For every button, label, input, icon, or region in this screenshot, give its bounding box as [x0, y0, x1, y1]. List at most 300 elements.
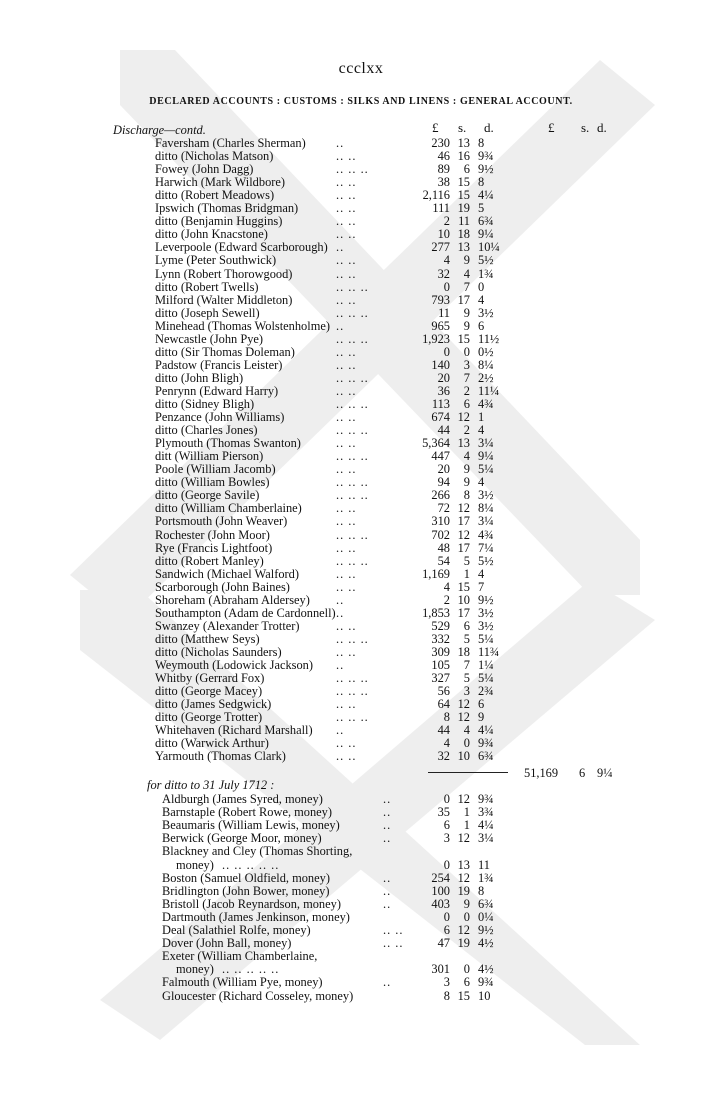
ledger-row: [0, 372, 722, 385]
entry-pounds: 403: [431, 896, 450, 911]
ledger-row: [0, 581, 722, 594]
entry-pence: 9½: [478, 592, 494, 607]
entry-label: Bristoll (Jacob Reynardson, money): [162, 896, 341, 911]
ledger-row: [0, 333, 722, 346]
entry-shillings: 9: [463, 253, 470, 268]
leader-dots: .. .. .. .. ..: [222, 857, 280, 872]
entry-label: Sandwich (Michael Walford): [155, 566, 299, 581]
leader-dots: .. ..: [383, 923, 404, 937]
leader-dots: .. .. ..: [336, 370, 369, 385]
entry-shillings: 12: [457, 831, 470, 846]
entry-label: ditto (John Knacstone): [155, 227, 268, 242]
entry-pence: 1¾: [478, 870, 494, 885]
leader-dots: .. .. ..: [336, 449, 369, 464]
entry-shillings: 12: [457, 923, 470, 937]
ledger-row: [0, 819, 722, 832]
ledger-row: [0, 845, 722, 858]
entry-label: ditto (Robert Twells): [155, 279, 259, 294]
entry-pence: 7¼: [478, 540, 494, 555]
ledger-row: [0, 463, 722, 476]
entry-label: Penzance (John Williams): [155, 410, 285, 425]
entry-label: Shoreham (Abraham Aldersey): [155, 592, 310, 607]
entry-label: ditt (William Pierson): [155, 449, 264, 464]
leader-dots: .. ..: [336, 501, 357, 516]
entry-pence: 3½: [478, 305, 494, 320]
entry-shillings: 5: [463, 631, 470, 646]
entry-shillings: 1: [463, 566, 470, 581]
entry-shillings: 9: [463, 896, 470, 911]
entry-shillings: 13: [457, 436, 470, 451]
entry-pence: 9¼: [478, 227, 494, 242]
col-head-shillings: s.: [458, 120, 467, 135]
ledger-row: [0, 793, 722, 806]
ledger-row: [0, 137, 722, 150]
entry-label: Minehead (Thomas Wolstenholme): [155, 318, 330, 333]
entry-pence: 10¼: [478, 240, 500, 255]
entry-pounds: 105: [431, 658, 450, 672]
entry-pounds: 0: [443, 857, 450, 872]
entry-shillings: 6: [463, 162, 470, 177]
ledger-row: [0, 859, 722, 872]
ledger-row: [0, 724, 722, 737]
entry-pounds: 2,116: [422, 188, 450, 203]
leader-dots: .. ..: [336, 514, 357, 529]
entry-pounds: 89: [437, 162, 450, 177]
entry-shillings: 3: [463, 357, 470, 372]
leader-dots: .. ..: [336, 201, 357, 216]
entry-pence: 10: [478, 988, 491, 1003]
entry-pence: 8: [478, 883, 485, 898]
ledger-row: [0, 633, 722, 646]
entry-label: ditto (George Macey): [155, 684, 263, 699]
entry-pounds: 4: [443, 736, 450, 751]
ledger-row: [0, 241, 722, 254]
entry-pounds: 11: [438, 305, 450, 320]
entry-pounds: 113: [431, 397, 450, 411]
entry-shillings: 6: [463, 975, 470, 990]
entry-label: ditto (George Savile): [155, 488, 260, 503]
leader-dots: ..: [336, 592, 345, 607]
ledger-row: [0, 529, 722, 542]
entry-label: ditto (Warwick Arthur): [155, 736, 269, 751]
entry-pounds: 64: [437, 697, 450, 712]
entry-shillings: 15: [457, 175, 470, 190]
entry-label: Berwick (George Moor, money): [162, 831, 322, 846]
ledger-row: [0, 750, 722, 763]
entry-pence: 5¼: [478, 462, 494, 477]
entry-label: Blackney and Cley (Thomas Shorting,: [162, 844, 353, 859]
entry-shillings: 12: [457, 870, 470, 885]
entry-pence: 11¾: [478, 644, 500, 659]
ledger-row: [0, 607, 722, 620]
entry-shillings: 17: [457, 540, 470, 555]
entry-pounds: 332: [431, 631, 450, 646]
ledger-row: [0, 411, 722, 424]
entry-pounds: 1,853: [422, 605, 450, 620]
entry-pounds: 140: [431, 357, 450, 372]
entry-shillings: 16: [457, 149, 470, 164]
leader-dots: .. ..: [336, 253, 357, 268]
leader-dots: .. ..: [336, 644, 357, 659]
ledger-row: [0, 659, 722, 672]
ledger-row: [0, 950, 722, 963]
leader-dots: ..: [383, 818, 392, 833]
entry-shillings: 17: [457, 605, 470, 620]
entry-label: Scarborough (John Baines): [155, 579, 290, 594]
leader-dots: ..: [336, 605, 345, 620]
entry-pounds: 327: [431, 671, 450, 686]
entry-label: ditto (Charles Jones): [155, 423, 258, 438]
entry-pounds: 254: [431, 870, 450, 885]
entry-label: Gloucester (Richard Cosseley, money): [162, 988, 354, 1003]
ledger-row: [0, 806, 722, 819]
leader-dots: .. .. ..: [336, 671, 369, 686]
leader-dots: .. ..: [336, 749, 357, 764]
entry-label: Yarmouth (Thomas Clark): [155, 749, 286, 764]
leader-dots: .. .. ..: [336, 279, 369, 294]
entry-pounds: 72: [437, 501, 450, 516]
entry-pounds: 8: [443, 988, 450, 1003]
entry-label: Dartmouth (James Jenkinson, money): [162, 909, 350, 924]
entry-pounds: 2: [443, 214, 450, 229]
entry-shillings: 15: [457, 188, 470, 203]
leader-dots: .. ..: [336, 462, 357, 477]
leader-dots: .. .. ..: [336, 527, 369, 542]
entry-pounds: 793: [431, 292, 450, 307]
entry-label: money): [176, 962, 214, 977]
entry-pounds: 230: [431, 136, 450, 150]
entry-shillings: 13: [457, 136, 470, 150]
entry-shillings: 2: [463, 383, 470, 398]
entry-shillings: 1: [463, 805, 470, 820]
col-head-pounds: £: [432, 120, 439, 135]
entry-pounds: 36: [437, 383, 450, 398]
entry-shillings: 2: [463, 423, 470, 438]
entry-pounds: 10: [437, 227, 450, 242]
entry-pence: 4¾: [478, 527, 494, 542]
ledger-row: [0, 924, 722, 937]
entry-label: ditto (George Trotter): [155, 710, 263, 725]
entry-label: Weymouth (Lodowick Jackson): [155, 658, 313, 672]
leader-dots: .. ..: [336, 227, 357, 242]
entry-pounds: 44: [437, 423, 450, 438]
entry-shillings: 10: [457, 592, 470, 607]
entry-shillings: 17: [457, 514, 470, 529]
entry-shillings: 18: [457, 227, 470, 242]
entry-pence: 5½: [478, 253, 494, 268]
entry-pence: 9¼: [478, 449, 494, 464]
entry-shillings: 12: [457, 410, 470, 425]
entry-label: Portsmouth (John Weaver): [155, 514, 288, 529]
ledger-row: [0, 476, 722, 489]
section2-heading-line: [0, 779, 722, 792]
ledger-row: [0, 963, 722, 976]
entry-shillings: 15: [457, 579, 470, 594]
entry-pounds: 20: [437, 462, 450, 477]
leader-dots: .. .. ..: [336, 423, 369, 438]
entry-pence: 3½: [478, 488, 494, 503]
entry-pence: 5¼: [478, 631, 494, 646]
leader-dots: .. ..: [336, 579, 357, 594]
entry-pence: 8¼: [478, 357, 494, 372]
entry-label: Penrynn (Edward Harry): [155, 383, 279, 398]
entry-label: ditto (John Bligh): [155, 370, 244, 385]
ledger-row: [0, 698, 722, 711]
ledger-row: [0, 515, 722, 528]
leader-dots: .. ..: [336, 292, 357, 307]
entry-shillings: 10: [457, 749, 470, 764]
entry-pounds: 46: [437, 149, 450, 164]
entry-pence: 2½: [478, 370, 494, 385]
ledger-row: [0, 437, 722, 450]
ledger-row: [0, 254, 722, 267]
ledger-row: [0, 228, 722, 241]
entry-pence: 9¾: [478, 792, 494, 806]
entry-pence: 4: [478, 292, 485, 307]
entry-label: ditto (Joseph Sewell): [155, 305, 260, 320]
entry-pence: 11½: [478, 331, 500, 346]
entry-pounds: 100: [431, 883, 450, 898]
entry-pounds: 702: [431, 527, 450, 542]
entry-shillings: 4: [463, 266, 470, 281]
entry-shillings: 8: [463, 488, 470, 503]
entry-pence: 11¼: [478, 383, 500, 398]
entry-pence: 8: [478, 136, 485, 150]
leader-dots: .. ..: [383, 936, 404, 951]
entry-shillings: 0: [463, 736, 470, 751]
entry-shillings: 12: [457, 710, 470, 725]
entry-shillings: 19: [457, 883, 470, 898]
ledger-row: [0, 502, 722, 515]
entry-label: Lyme (Peter Southwick): [155, 253, 277, 268]
entry-pounds: 94: [437, 475, 450, 490]
entry-label: Newcastle (John Pye): [155, 331, 264, 346]
entry-label: Milford (Walter Middleton): [155, 292, 293, 307]
leader-dots: ..: [383, 883, 392, 898]
entry-pounds: 32: [437, 266, 450, 281]
entry-pence: 3¼: [478, 514, 494, 529]
entry-label: Plymouth (Thomas Swanton): [155, 436, 301, 451]
ledger-row: [0, 911, 722, 924]
entry-pounds: 674: [431, 410, 450, 425]
entry-label: Deal (Salathiel Rolfe, money): [162, 923, 311, 937]
entry-shillings: 4: [463, 449, 470, 464]
entry-pence: 8: [478, 175, 485, 190]
entry-pence: 3½: [478, 605, 494, 620]
leader-dots: ..: [336, 240, 345, 255]
entry-pence: 1¼: [478, 658, 494, 672]
entry-pounds: 54: [437, 553, 450, 568]
entry-pence: 4½: [478, 962, 494, 977]
entry-pence: 6: [478, 318, 485, 333]
subtotal-pence: 9¼: [597, 766, 613, 780]
ledger-row: [0, 320, 722, 333]
entry-label: Whitehaven (Richard Marshall): [155, 723, 313, 738]
entry-pence: 4¼: [478, 723, 494, 738]
entry-pounds: 6: [443, 818, 450, 833]
entry-pence: 0: [478, 279, 485, 294]
ledger-row: [0, 872, 722, 885]
leader-dots: ..: [383, 870, 392, 885]
entry-label: Fowey (John Dagg): [155, 162, 254, 177]
entry-pounds: 2: [443, 592, 450, 607]
entry-pence: 9: [478, 710, 485, 725]
entry-shillings: 0: [463, 909, 470, 924]
entry-pounds: 3: [443, 831, 450, 846]
entry-label: ditto (Nicholas Saunders): [155, 644, 282, 659]
ledger-row: [0, 542, 722, 555]
ledger-row: [0, 294, 722, 307]
entry-shillings: 1: [463, 818, 470, 833]
entry-label: Barnstaple (Robert Rowe, money): [162, 805, 332, 820]
entry-pounds: 309: [431, 644, 450, 659]
entry-label: Padstow (Francis Leister): [155, 357, 283, 372]
entry-shillings: 15: [457, 331, 470, 346]
leader-dots: .. .. ..: [336, 684, 369, 699]
entry-pence: 1¾: [478, 266, 494, 281]
ledger-row: [0, 163, 722, 176]
entry-shillings: 3: [463, 684, 470, 699]
entry-label: ditto (Sir Thomas Doleman): [155, 344, 295, 359]
ledger-row: [0, 672, 722, 685]
entry-pounds: 20: [437, 370, 450, 385]
entry-pounds: 56: [437, 684, 450, 699]
entry-label: Boston (Samuel Oldfield, money): [162, 870, 330, 885]
leader-dots: .. ..: [336, 266, 357, 281]
entry-label: Rye (Francis Lightfoot): [155, 540, 273, 555]
entry-pounds: 48: [437, 540, 450, 555]
leader-dots: .. .. ..: [336, 331, 369, 346]
entry-label: ditto (William Chamberlaine): [155, 501, 302, 516]
ledger-row: [0, 620, 722, 633]
entry-pounds: 1,169: [422, 566, 450, 581]
leader-dots: .. .. ..: [336, 397, 369, 411]
entry-pence: 3¼: [478, 436, 494, 451]
leader-dots: ..: [383, 975, 392, 990]
entry-pounds: 4: [443, 253, 450, 268]
entry-pounds: 301: [431, 962, 450, 977]
entry-shillings: 9: [463, 462, 470, 477]
entry-label: Dover (John Ball, money): [162, 936, 292, 951]
ledger-row: [0, 385, 722, 398]
entry-pence: 3¼: [478, 831, 494, 846]
entry-pence: 4½: [478, 936, 494, 951]
entry-label: ditto (Robert Manley): [155, 553, 264, 568]
ledger-row: [0, 202, 722, 215]
entry-pence: 0¼: [478, 909, 494, 924]
entry-pounds: 1,923: [422, 331, 450, 346]
leader-dots: .. .. ..: [336, 488, 369, 503]
entry-pounds: 310: [431, 514, 450, 529]
section2-heading: for ditto to 31 July 1712 :: [147, 778, 275, 792]
leader-dots: .. .. ..: [336, 631, 369, 646]
leader-dots: .. ..: [336, 175, 357, 190]
ledger-row: [0, 307, 722, 320]
leader-dots: .. ..: [336, 436, 357, 451]
entry-pence: 4: [478, 475, 485, 490]
ledger-row: [0, 646, 722, 659]
entry-label: Exeter (William Chamberlaine,: [162, 949, 318, 964]
entry-pence: 3¾: [478, 805, 494, 820]
entry-pounds: 38: [437, 175, 450, 190]
entry-pence: 9¾: [478, 149, 494, 164]
entry-shillings: 12: [457, 697, 470, 712]
leader-dots: .. ..: [336, 383, 357, 398]
entry-pounds: 35: [437, 805, 450, 820]
leader-dots: ..: [336, 658, 345, 672]
page-number: ccclxx: [338, 60, 384, 77]
subtotal-shillings: 6: [579, 766, 586, 780]
col-head-total-pounds: £: [548, 120, 555, 135]
ledger-row: [0, 176, 722, 189]
entry-pence: 2¾: [478, 684, 494, 699]
entry-label: Bridlington (John Bower, money): [162, 883, 330, 898]
entry-pence: 6: [478, 697, 485, 712]
entry-pence: 1: [478, 410, 485, 425]
leader-dots: .. ..: [336, 344, 357, 359]
entry-pence: 4: [478, 566, 485, 581]
ledger-row: [0, 450, 722, 463]
discharge-heading-line: [0, 124, 722, 137]
entry-label: Southampton (Adam de Cardonnell): [155, 605, 336, 620]
entry-label: ditto (Benjamin Huggins): [155, 214, 283, 229]
entry-label: ditto (William Bowles): [155, 475, 270, 490]
entry-shillings: 12: [457, 527, 470, 542]
entry-pounds: 0: [443, 344, 450, 359]
leader-dots: .. ..: [336, 736, 357, 751]
leader-dots: .. .. ..: [336, 710, 369, 725]
leader-dots: .. ..: [336, 540, 357, 555]
entry-pounds: 3: [443, 975, 450, 990]
entry-pounds: 4: [443, 579, 450, 594]
entry-shillings: 9: [463, 305, 470, 320]
entry-pounds: 266: [431, 488, 450, 503]
entry-pence: 5½: [478, 553, 494, 568]
leader-dots: .. ..: [336, 149, 357, 164]
ledger-row: [0, 489, 722, 502]
entry-pence: 8¼: [478, 501, 494, 516]
entry-pence: 3½: [478, 618, 494, 633]
entry-pounds: 529: [431, 618, 450, 633]
entry-label: Beaumaris (William Lewis, money): [162, 818, 340, 833]
leader-dots: .. ..: [336, 697, 357, 712]
ledger-row: [0, 555, 722, 568]
leader-dots: .. .. ..: [336, 162, 369, 177]
entry-shillings: 0: [463, 962, 470, 977]
ledger-row: [0, 568, 722, 581]
col-head-pence: d.: [484, 120, 494, 135]
entry-shillings: 5: [463, 553, 470, 568]
subtotal-pounds: 51,169: [524, 766, 559, 780]
entry-shillings: 0: [463, 344, 470, 359]
discharge-heading: Discharge—contd.: [113, 123, 206, 137]
leader-dots: .. .. ..: [336, 553, 369, 568]
leader-dots: .. .. ..: [336, 475, 369, 490]
ledger-row: [0, 685, 722, 698]
leader-dots: .. ..: [336, 566, 357, 581]
entry-pence: 6¾: [478, 214, 494, 229]
leader-dots: .. ..: [336, 214, 357, 229]
entry-label: Ipswich (Thomas Bridgman): [155, 201, 299, 216]
entry-shillings: 18: [457, 644, 470, 659]
ledger-row: [0, 711, 722, 724]
entry-pounds: 277: [431, 240, 450, 255]
entry-pounds: 111: [432, 201, 450, 216]
entry-pence: 7: [478, 579, 485, 594]
entry-label: Faversham (Charles Sherman): [155, 136, 306, 150]
leader-dots: .. ..: [336, 357, 357, 372]
leader-dots: .. .. .. .. ..: [222, 962, 280, 977]
